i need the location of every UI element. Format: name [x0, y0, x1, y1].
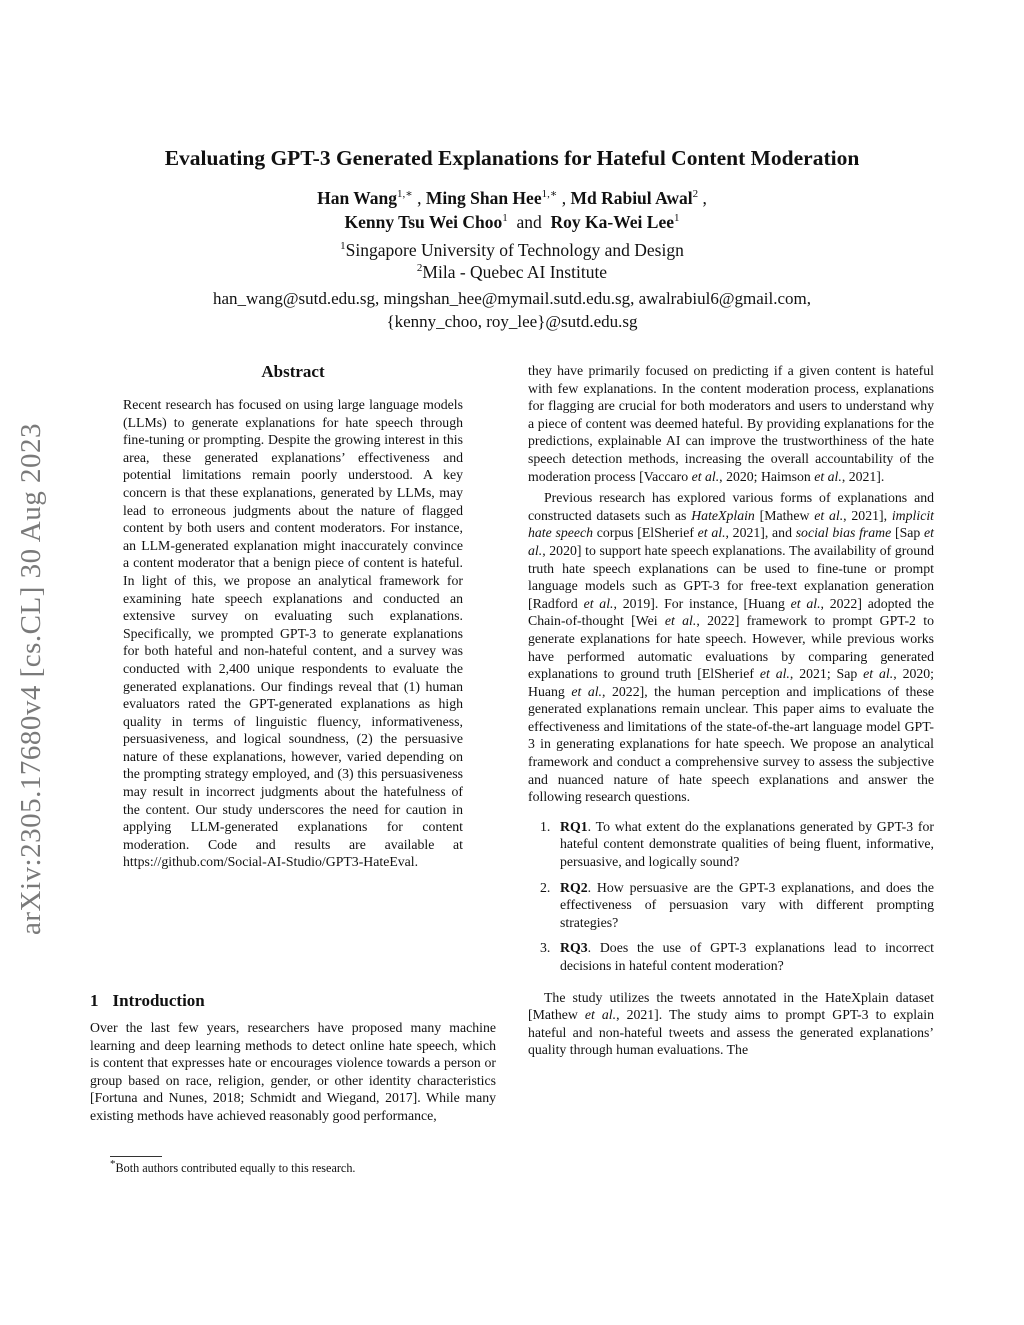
arxiv-identifier: arXiv:2305.17680v4 [cs.CL] 30 Aug 2023 [15, 423, 47, 935]
section-number: 1 [90, 991, 99, 1010]
affil-name: Mila - Quebec AI Institute [422, 262, 608, 282]
list-item: 2. RQ2. How persuasive are the GPT-3 explanations, and does the effectiveness of persuasion vary with different prompting strategies? [540, 879, 934, 930]
author-name: Ming Shan Hee [425, 188, 542, 208]
author-affil-mark: 1 [502, 212, 508, 225]
paragraph: The study utilizes the tweets annotated in the HateXplain dataset [Mathew et al., 2021]. The study aims to prompt GPT-3 to explain hateful and non-hateful tweets and assess the generated explanations’ quality through human evaluations. The [528, 989, 934, 1058]
footnote-mark: * [110, 1157, 116, 1170]
author-emails: han_wang@sutd.edu.sg, mingshan_hee@mymail.sutd.edu.sg, awalrabiul6@gmail.com, [213, 289, 811, 308]
author-affil-mark: 1 [673, 212, 680, 225]
affil-mark: 1 [340, 240, 346, 253]
author-affil-mark: 2 [692, 188, 699, 201]
affil-name: Singapore University of Technology and Design [345, 240, 684, 260]
footnote-rule [110, 1156, 162, 1157]
author-name: Roy Ka-Wei Lee [550, 212, 674, 232]
section-heading [90, 991, 205, 1011]
list-item: 1. RQ1. To what extent do the explanations generated by GPT-3 for hateful content demonstrate qualities of being fluent, informative, persuasive, and logically sound? [540, 818, 934, 870]
author-emails: {kenny_choo, roy_lee}@sutd.edu.sg [386, 312, 638, 331]
author-name: Md Rabiul Awal [570, 188, 693, 208]
footnote-text: Both authors contributed equally to this research. [115, 1161, 356, 1175]
author-affil-mark: 1,∗ [541, 188, 558, 201]
affiliation [0, 240, 1024, 261]
author-name: Kenny Tsu Wei Choo [344, 212, 503, 232]
author-name: Han Wang [317, 188, 398, 208]
paper-title: Evaluating GPT-3 Generated Explanations for Hateful Content Moderation [164, 146, 860, 170]
paragraph: Previous research has explored various forms of explanations and constructed datasets such as HateXplain [Mathew et al., 2021], implicit hate speech corpus [ElSherief et al., 2021], and social bias frame [Sap et al., 2020] to support hate speech explanations. The availability of ground truth hate speech explanations can be used to fine-tune or prompt language models such as GPT-3 for free-text explanation generation [Radford et al., 2019]. For instance, [Huang et al., 2022] adopted the Chain-of-thought [Wei et al., 2022] framework to prompt GPT-2 to generate explanations for hate speech. However, while previous works have performed automatic evaluations by comparing generated explanations to ground truth [ElSherief et al., 2021; Sap et al., 2020; Huang et al., 2022], the human perception and implications of these generated explanations remain unclear. This paper aims to evaluate the effectiveness and limitations of the state-of-the-art language model GPT-3 in generating explanations for hate speech. We propose an analytical framework and conduct a comprehensive survey to assess the subjective and nuanced nature of hate speech explanations and answer the following research questions. [528, 490, 934, 805]
author-affil-mark: 1,∗ [397, 188, 413, 201]
author-separator: , [412, 188, 426, 208]
affil-mark: 2 [416, 262, 423, 275]
section-title: Introduction [112, 991, 205, 1010]
intro-paragraph: Over the last few years, researchers have proposed many machine learning and deep learning methods to detect online hate speech, which is content that expresses hate or encourages violence towards a person or group based on race, religion, gender, or other identity characteristics [Fortuna and Nunes, 2018; Schmidt and Wiegand, 2017]. While many existing methods have achieved reasonably good performance, [90, 1020, 496, 1123]
author-and: and [516, 212, 542, 232]
right-column [528, 362, 934, 1059]
list-item: 3. RQ3. Does the use of GPT-3 explanations lead to incorrect decisions in hateful content moderation? [540, 940, 934, 973]
author-separator: , [698, 188, 707, 208]
abstract-heading: Abstract [261, 362, 325, 381]
abstract-text: Recent research has focused on using large language models (LLMs) to generate explanations for hate speech through fine-tuning or prompting. Despite the growing interest in this area, these generated explanations’ effectiveness and potential limitations remain poorly understood. A key concern is that these explanations, generated by LLMs, may lead to erroneous judgments about the nature of flagged content by both users and content moderators. For instance, an LLM-generated explanation might inaccurately convince a content moderator that a benign piece of content is hateful. In light of this, we propose an analytical framework for examining hate speech explanations and conducted an extensive survey on evaluating such explanations. Specifically, we prompted GPT-3 to generate explanations for both hateful and non-hateful content, and a survey was conducted with 2,400 unique respondents to evaluate the generated explanations. Our findings reveal that (1) human evaluators rated the GPT-generated explanations as high quality in terms of linguistic fluency, informativeness, persuasiveness, and logical soundness, (2) the persuasive nature of these explanations, however, varied depending on the prompting strategy employed, and (3) this persuasiveness may result in incorrect judgments about the hatefulness of the content. Our study underscores the need for caution in applying LLM-generated explanations for content moderation. Code and results are available at https://github.com/Social-AI-Studio/GPT3-HateEval. [123, 397, 463, 870]
author-line-2 [0, 212, 1024, 233]
affiliation [0, 262, 1024, 283]
footnote [110, 1157, 356, 1176]
author-line-1 [0, 188, 1024, 209]
author-separator: , [557, 188, 571, 208]
research-questions-list [528, 818, 934, 975]
paragraph: they have primarily focused on predicting if a given content is hateful with few explanations. In the content moderation process, explanations for flagging are crucial for both moderators and users to understand why a piece of content was deemed hateful. By providing explanations for the predictions, explainable AI can improve the trustworthiness of the hate speech detection methods, increasing the overall accountability of the moderation process [Vaccaro et al., 2020; Haimson et al., 2021]. [528, 363, 934, 484]
